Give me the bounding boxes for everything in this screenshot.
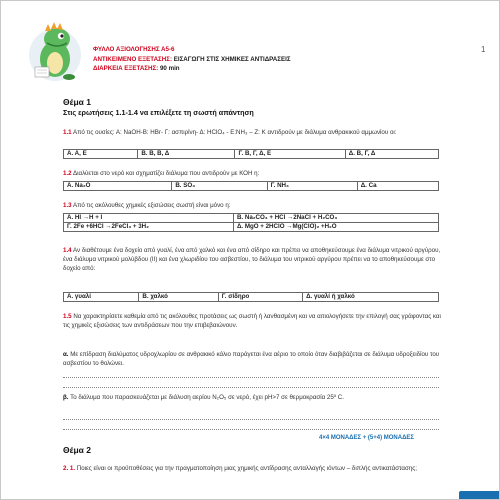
worksheet-header — [93, 45, 291, 74]
viewer-control-button[interactable] — [459, 491, 500, 500]
option-d[interactable]: Δ. γυαλί ή χαλκό — [303, 293, 439, 302]
statement-label: β. — [63, 394, 69, 401]
question-1-3 — [63, 201, 441, 210]
statement-text: Με επίδραση διαλύματος υδροχλωρίου σε ανθρακικό κάλιο παράγεται ένα αέριο το οποίο όταν διαβιβάζεται σε διάλυμα υδροξειδίου του ασβεστίου το θολώνει. — [63, 351, 440, 368]
option-d[interactable]: Δ. MgO + 2HClO →Mg(ClO)₂ +H₂O — [233, 223, 438, 232]
answer-line[interactable] — [63, 387, 439, 388]
option-a[interactable]: Α. Α, Ε — [64, 150, 138, 159]
option-d[interactable]: Δ. Β, Γ, Δ — [345, 150, 438, 159]
options-1-1 — [63, 149, 439, 159]
statement-label: α. — [63, 351, 69, 358]
question-1-5 — [63, 312, 441, 330]
options-1-3 — [63, 213, 439, 232]
question-1-1 — [63, 128, 441, 137]
duration-label: ΔΙΑΡΚΕΙΑ ΕΞΕΤΑΣΗΣ: — [93, 65, 159, 72]
option-c[interactable]: Γ. σίδηρο — [218, 293, 302, 302]
option-b[interactable]: Β. Na₂CO₃ + HCl →2NaCl + H₂CO₃ — [233, 214, 438, 223]
marks-summary: 4×4 ΜΟΝΑΔΕΣ + (5+4) ΜΟΝΑΔΕΣ — [319, 435, 415, 441]
option-b[interactable]: Β. SO₃ — [172, 182, 267, 191]
question-number: 2. 1. — [63, 465, 76, 472]
question-number: 1.5 — [63, 313, 72, 320]
question-2-1 — [63, 464, 441, 473]
thema2-title: Θέμα 2 — [63, 445, 91, 455]
question-number: 1.4 — [63, 247, 72, 254]
question-number: 1.2 — [63, 170, 72, 177]
question-1-4 — [63, 246, 441, 274]
question-text: Αν διαθέτουμε ένα δοχείο από γυαλί, ένα από χαλκό και ένα από σίδηρο και πρέπει να αποθηκεύσουμε ένα διάλυμα νιτρικού αργύρου, ένα διάλυμα νιτρικού μολύβδου (ΙΙ) και ένα χλωριδίου του ασβεστίου, το διάλυμα του νιτρικού αργύρου πρέπει να το αποθηκεύσουμε στο δοχείο από: — [63, 247, 441, 273]
worksheet-code: ΦΥΛΛΟ ΑΞΙΟΛΟΓΗΣΗΣ Α5-6 — [93, 46, 175, 53]
question-text: Ποιες είναι οι προϋποθέσεις για την πραγματοποίηση μιας χημικής αντίδρασης ανταλλαγής ιόντων – διπλής αντικατάστασης; — [75, 465, 417, 472]
option-a[interactable]: Α. HI →H + I — [64, 214, 234, 223]
statement-a — [63, 350, 441, 368]
option-b[interactable]: Β. χαλκό — [139, 293, 218, 302]
question-text: Διαλύεται στο νερό και σχηματίζει διάλυμα που αντιδρούν με ΚΟΗ η: — [71, 170, 260, 177]
question-number: 1.3 — [63, 202, 72, 209]
duration-value: 90 min — [158, 65, 180, 72]
question-1-2 — [63, 169, 441, 178]
statement-b — [63, 393, 441, 402]
answer-line[interactable] — [63, 419, 439, 420]
thema1-instruction: Στις ερωτήσεις 1.1-1.4 να επιλέξετε τη σωστή απάντηση — [63, 108, 254, 117]
dinosaur-mascot-logo — [25, 19, 85, 85]
thema1-title: Θέμα 1 — [63, 97, 91, 107]
options-1-4 — [63, 292, 439, 302]
question-number: 1.1 — [63, 129, 72, 136]
option-c[interactable]: Γ. 2Fe +6HCl →2FeCl₃ + 3H₂ — [64, 223, 234, 232]
question-text: Από τις ακόλουθες χημικές εξισώσεις σωστή είναι μόνο η: — [71, 202, 231, 209]
option-c[interactable]: Γ. Β, Γ, Δ, Ε — [235, 150, 345, 159]
statement-text: Το διάλυμα που παρασκευάζεται με διάλυση αερίου N₂O₅ σε νερό, έχει pH>7 σε θερμοκρασία 25º C. — [68, 394, 344, 401]
option-b[interactable]: Β. Β, Β, Δ — [138, 150, 235, 159]
question-text: Από τις ουσίες: Α: NaOH-B: HBr- Γ: ασπιρίνη- Δ: HClO₄ - E:NH₃ – Z: K αντιδρούν με διάλυμα ανθρακικού αμμωνίου οι: — [71, 129, 397, 136]
option-a[interactable]: Α. Na₂O — [64, 182, 172, 191]
options-1-2 — [63, 181, 439, 191]
subject-value: ΕΙΣΑΓΩΓΗ ΣΤΙΣ ΧΗΜΙΚΕΣ ΑΝΤΙΔΡΑΣΕΙΣ — [172, 55, 291, 63]
option-a[interactable]: Α. γυαλί — [64, 293, 139, 302]
option-c[interactable]: Γ. NH₃ — [267, 182, 357, 191]
page-number: 1 — [481, 45, 486, 54]
subject-label: ΑΝΤΙΚΕΙΜΕΝΟ ΕΞΕΤΑΣΗΣ: — [93, 55, 173, 63]
option-d[interactable]: Δ. Ca — [357, 182, 438, 191]
answer-line[interactable] — [63, 377, 439, 378]
answer-line[interactable] — [63, 429, 439, 430]
question-text: Να χαρακτηρίσετε καθεμία από τις ακόλουθες προτάσεις ως σωστή ή λανθασμένη και να αιτιολογήσετε την επιλογή σας γράφοντας και τις χημικές εξισώσεις των αντιδράσεων που την επιβεβαιώνουν. — [63, 313, 441, 330]
